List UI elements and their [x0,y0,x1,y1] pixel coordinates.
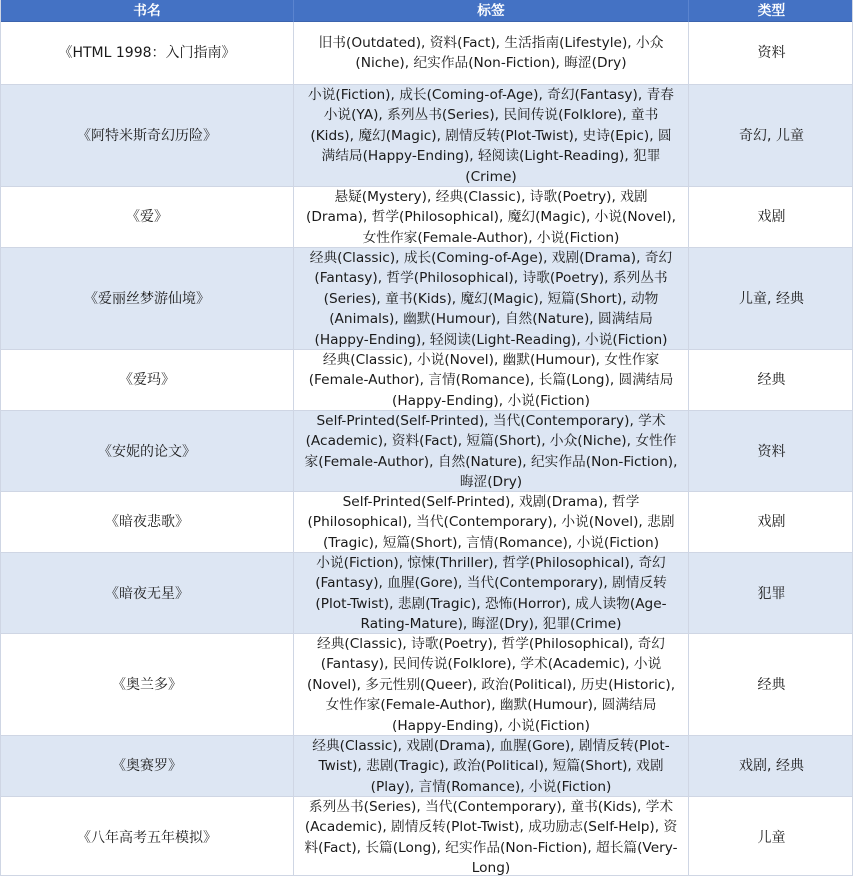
table-row [1,187,852,248]
type-cell: 戏剧 [688,187,853,248]
type-cell: 经典 [688,634,853,736]
tags-cell: 旧书(Outdated), 资料(Fact), 生活指南(Lifestyle), 小众(Niche), 纪实作品(Non-Fiction), 晦涩(Dry) [293,22,688,84]
table-row [1,350,852,411]
book-title-cell: 《安妮的论文》 [98,443,196,460]
tags-cell: 系列丛书(Series), 当代(Contemporary), 童书(Kids), 学术(Academic), 剧情反转(Plot-Twist), 成功励志(Self-Help), 资料(Fact), 长篇(Long), 纪实作品(Non-Fiction), 超长篇(Very-Long) [293,797,688,876]
book-title-cell: 《八年高考五年模拟》 [77,829,217,846]
type-cell: 儿童 [688,797,853,876]
tags-cell: 经典(Classic), 戏剧(Drama), 血腥(Gore), 剧情反转(Plot-Twist), 悲剧(Tragic), 政治(Political), 短篇(Short), 戏剧(Play), 言情(Romance), 小说(Fiction) [293,736,688,797]
table-header-row [1,0,852,22]
table-row [1,411,852,492]
column-header-tags: 标签 [293,0,688,22]
tags-cell: Self-Printed(Self-Printed), 当代(Contemporary), 学术(Academic), 资料(Fact), 短篇(Short), 小众(Niche), 女性作家(Female-Author), 自然(Nature), 纪实作品(Non-Fiction), 晦涩(Dry) [293,411,688,493]
table-row [1,634,852,736]
tags-cell: 经典(Classic), 成长(Coming-of-Age), 戏剧(Drama), 奇幻(Fantasy), 哲学(Philosophical), 诗歌(Poetry), 系列丛书(Series), 童书(Kids), 魔幻(Magic), 短篇(Short), 动物(Animals), 幽默(Humour), 自然(Nature), 圆满结局(Happy-Ending), 轻阅读(Light-Reading), 小说(Fiction) [293,248,688,350]
table-row [1,85,852,187]
type-cell: 经典 [688,350,853,411]
table-row [1,492,852,553]
type-cell: 资料 [688,411,853,493]
tags-cell: Self-Printed(Self-Printed), 戏剧(Drama), 哲学(Philosophical), 当代(Contemporary), 小说(Novel), 悲剧(Tragic), 短篇(Short), 言情(Romance), 小说(Fiction) [293,492,688,553]
type-cell: 资料 [688,22,853,84]
book-title-cell: 《奥赛罗》 [112,758,182,775]
tags-cell: 经典(Classic), 小说(Novel), 幽默(Humour), 女性作家(Female-Author), 言情(Romance), 长篇(Long), 圆满结局(Happy-Ending), 小说(Fiction) [293,350,688,411]
table-row [1,736,852,797]
table-row [1,248,852,350]
tags-cell: 小说(Fiction), 成长(Coming-of-Age), 奇幻(Fantasy), 青春小说(YA), 系列丛书(Series), 民间传说(Folklore), 童书(Kids), 魔幻(Magic), 剧情反转(Plot-Twist), 史诗(Epic), 圆满结局(Happy-Ending), 轻阅读(Light-Reading), 犯罪(Crime) [293,85,688,187]
tags-cell: 经典(Classic), 诗歌(Poetry), 哲学(Philosophical), 奇幻(Fantasy), 民间传说(Folklore), 学术(Academic), 小说(Novel), 多元性别(Queer), 政治(Political), 历史(Historic), 女性作家(Female-Author), 幽默(Humour), 圆满结局(Happy-Ending), 小说(Fiction) [293,634,688,736]
book-title-cell: 《奥兰多》 [112,676,182,693]
type-cell: 奇幻, 儿童 [688,85,853,187]
book-title-cell: 《阿特米斯奇幻历险》 [77,127,217,144]
column-header-book: 书名 [133,3,161,19]
book-title-cell: 《爱丽丝梦游仙境》 [84,290,210,307]
book-title-cell: 《HTML 1998：入门指南》 [58,44,236,61]
tags-cell: 小说(Fiction), 惊悚(Thriller), 哲学(Philosophical), 奇幻(Fantasy), 血腥(Gore), 当代(Contemporary), 剧情反转(Plot-Twist), 悲剧(Tragic), 恐怖(Horror), 成人读物(Age-Rating-Mature), 晦涩(Dry), 犯罪(Crime) [293,553,688,635]
type-cell: 戏剧 [688,492,853,553]
column-header-type: 类型 [688,0,853,22]
table-row [1,553,852,634]
book-title-cell: 《爱玛》 [119,372,175,389]
table-row [1,797,852,876]
table-row [1,22,852,85]
book-title-cell: 《爱》 [126,209,168,226]
tags-cell: 悬疑(Mystery), 经典(Classic), 诗歌(Poetry), 戏剧(Drama), 哲学(Philosophical), 魔幻(Magic), 小说(Novel), 女性作家(Female-Author), 小说(Fiction) [293,187,688,248]
type-cell: 犯罪 [688,553,853,635]
book-title-cell: 《暗夜无星》 [105,585,189,602]
type-cell: 儿童, 经典 [688,248,853,350]
type-cell: 戏剧, 经典 [688,736,853,797]
book-title-cell: 《暗夜悲歌》 [105,514,189,531]
